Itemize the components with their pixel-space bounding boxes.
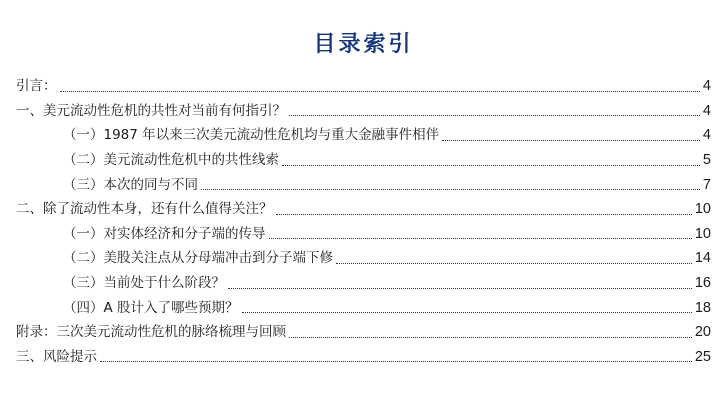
toc-entry-text: （二）美元流动性危机中的共性线索 (63, 152, 279, 169)
toc-page-number: 4 (702, 102, 711, 119)
toc-page-number: 10 (694, 201, 711, 218)
toc-entry-text: （三）当前处于什么阶段？ (63, 275, 225, 292)
toc-entry-text: （一）对实体经济和分子端的传导 (63, 225, 266, 242)
toc-entry-text: 引言： (16, 78, 57, 95)
toc-entry-text: 附录：三次美元流动性危机的脉络梳理与回顾 (16, 324, 286, 341)
toc-entry-section-2-1[interactable] (0, 222, 727, 247)
toc-entry-text: 一、美元流动性危机的共性对当前有何指引？ (16, 102, 286, 119)
toc-entry-section-2-3[interactable] (0, 271, 727, 296)
toc-page-number: 4 (702, 127, 711, 144)
toc-entry-section-2-2[interactable] (0, 246, 727, 271)
toc-page-number: 7 (702, 176, 711, 193)
toc-entry-appendix[interactable] (0, 320, 727, 345)
toc-page-number: 5 (702, 152, 711, 169)
toc-page-number: 20 (694, 324, 711, 341)
toc-entry-introduction[interactable] (0, 74, 727, 99)
toc-entry-section-1-1[interactable] (0, 123, 727, 148)
toc-title: 目录索引 (313, 32, 414, 57)
toc-dot-leader (289, 115, 700, 116)
toc-dot-leader (201, 189, 700, 190)
toc-dot-leader (336, 263, 692, 264)
toc-dot-leader (269, 238, 692, 239)
toc-dot-leader (289, 337, 692, 338)
toc-entry-text: （四）A 股计入了哪些预期？ (63, 299, 239, 316)
toc-dot-leader (282, 165, 700, 166)
toc-entry-text: （三）本次的同与不同 (63, 176, 198, 193)
toc-entry-text: 三、风险提示 (16, 348, 97, 365)
toc-entry-section-3[interactable] (0, 345, 727, 370)
toc-page-number: 14 (694, 250, 711, 267)
toc-page-number: 4 (702, 78, 711, 95)
toc-dot-leader (276, 214, 692, 215)
toc-dot-leader (100, 361, 692, 362)
toc-entry-text: （二）美股关注点从分母端冲击到分子端下修 (63, 250, 333, 267)
toc-entry-section-1[interactable] (0, 99, 727, 124)
toc-entry-section-1-2[interactable] (0, 148, 727, 173)
toc-entry-section-1-3[interactable] (0, 172, 727, 197)
toc-page-number: 18 (694, 299, 711, 316)
toc-dot-leader (442, 140, 700, 141)
toc-page-number: 16 (694, 275, 711, 292)
toc-dot-leader (60, 91, 700, 92)
toc-dot-leader (228, 288, 692, 289)
toc-entry-section-2-4[interactable] (0, 295, 727, 320)
toc-entry-text: （一）1987 年以来三次美元流动性危机均与重大金融事件相伴 (63, 127, 440, 144)
toc-entry-text: 二、除了流动性本身，还有什么值得关注？ (16, 201, 273, 218)
toc-dot-leader (242, 312, 692, 313)
toc-page-number: 10 (694, 225, 711, 242)
toc-list (0, 74, 727, 369)
toc-entry-section-2[interactable] (0, 197, 727, 222)
toc-page-number: 25 (694, 348, 711, 365)
